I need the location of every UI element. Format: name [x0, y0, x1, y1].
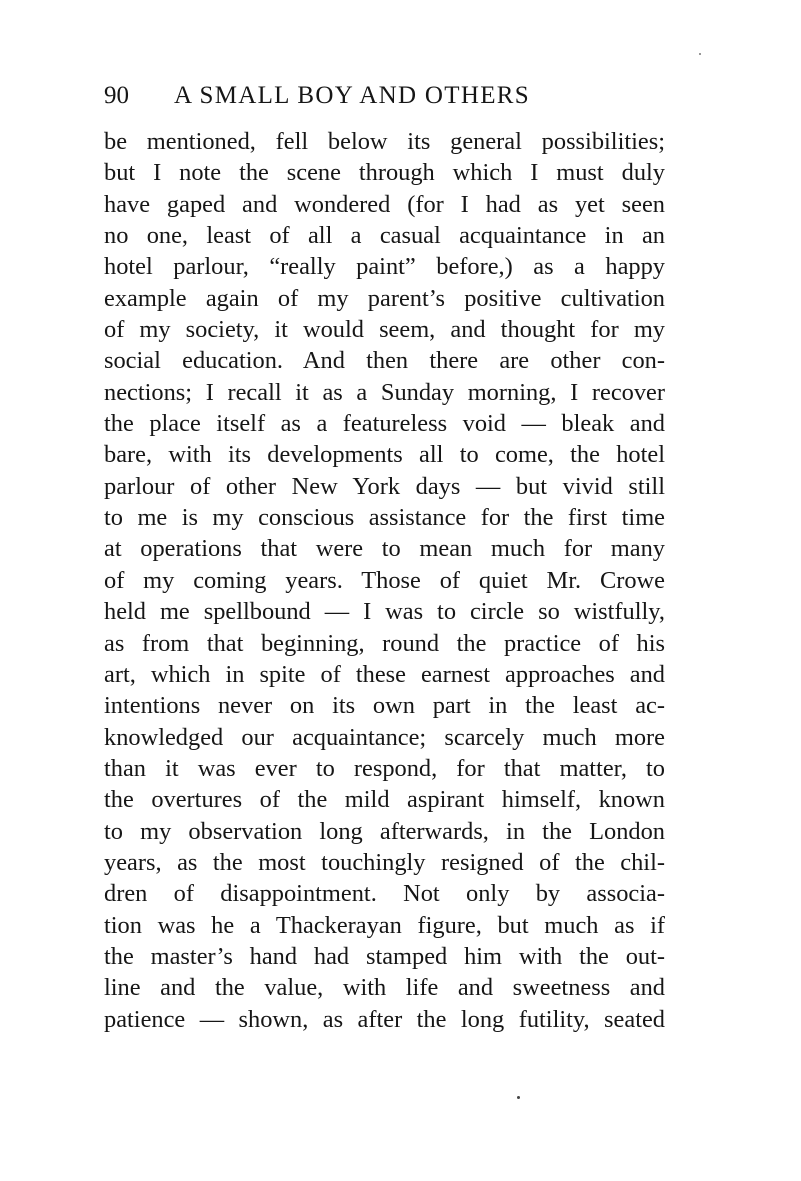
- text-line: as from that beginning, round the practice of his: [104, 629, 665, 657]
- print-speck: [699, 53, 701, 55]
- text-line: of my coming years. Those of quiet Mr. Crowe: [104, 566, 665, 594]
- text-line: have gaped and wondered (for I had as yet seen: [104, 190, 665, 218]
- print-speck: [517, 1096, 520, 1099]
- text-line: but I note the scene through which I must duly: [104, 159, 665, 187]
- text-line: at operations that were to mean much for many: [104, 535, 665, 563]
- text-line: be mentioned, fell below its general possibilities;: [104, 128, 665, 155]
- text-line: art, which in spite of these earnest approaches and: [104, 660, 665, 688]
- text-line: of my society, it would seem, and thought for my: [104, 316, 665, 344]
- text-line: to me is my conscious assistance for the first time: [104, 504, 665, 532]
- book-title: A SMALL BOY AND OTHERS: [174, 82, 530, 109]
- body-text: [104, 126, 665, 1035]
- text-line: bare, with its developments all to come, the hotel: [104, 441, 665, 469]
- text-line: held me spellbound — I was to circle so wistfully,: [104, 598, 665, 626]
- text-line: parlour of other New York days — but vivid still: [104, 472, 665, 500]
- text-line: nections; I recall it as a Sunday morning, I recover: [104, 378, 665, 406]
- text-line: tion was he a Thackerayan figure, but much as if: [104, 911, 665, 939]
- text-line: hotel parlour, “really paint” before,) as a happy: [104, 253, 665, 281]
- text-line: dren of disappointment. Not only by associa-: [104, 880, 665, 908]
- text-line: intentions never on its own part in the least ac-: [104, 692, 665, 720]
- running-head: [104, 80, 664, 112]
- text-line: to my observation long afterwards, in the London: [104, 817, 665, 845]
- text-line: no one, least of all a casual acquaintance in an: [104, 222, 665, 250]
- text-line: line and the value, with life and sweetness and: [104, 974, 665, 1002]
- text-line: than it was ever to respond, for that matter, to: [104, 754, 665, 782]
- text-line: years, as the most touchingly resigned of the chil-: [104, 848, 665, 876]
- text-line: knowledged our acquaintance; scarcely much more: [104, 723, 665, 751]
- text-line: the place itself as a featureless void — bleak and: [104, 410, 665, 438]
- text-line: example again of my parent’s positive cultivation: [104, 284, 665, 312]
- text-line: social education. And then there are other con-: [104, 347, 665, 375]
- text-line: the overtures of the mild aspirant himself, known: [104, 786, 665, 814]
- text-line: the master’s hand had stamped him with the out-: [104, 942, 665, 970]
- page-number: 90: [104, 82, 129, 109]
- text-line: patience — shown, as after the long futility, seated: [104, 1005, 665, 1033]
